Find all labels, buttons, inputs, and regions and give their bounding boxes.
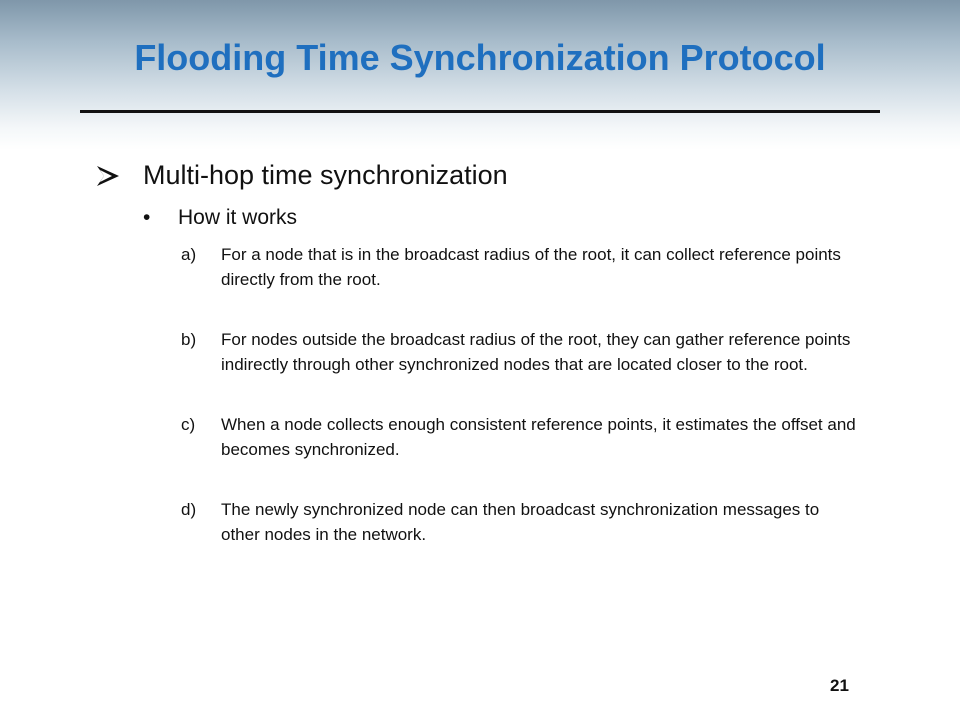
step-item [181,327,861,377]
step-marker: c) [181,415,196,434]
sub-bullet-text: How it works [178,206,298,229]
step-item [181,497,861,547]
step-list [181,242,861,582]
title-divider [80,110,880,113]
slide-title: Flooding Time Synchronization Protocol [134,37,826,78]
arrow-bullet-icon [95,165,121,187]
main-bullet-text: Multi-hop time synchronization [143,160,508,190]
bullet-dot: • [143,206,151,229]
step-item [181,412,861,462]
sub-bullet [143,206,297,230]
step-text: For nodes outside the broadcast radius of the root, they can gather reference points indirectly through other synchronized nodes that are located closer to the root. [221,330,851,374]
step-text: The newly synchronized node can then broadcast synchronization messages to other nodes in the network. [221,500,820,544]
step-item [181,242,861,292]
page-number: 21 [830,676,849,695]
step-marker: d) [181,500,197,519]
step-text: When a node collects enough consistent reference points, it estimates the offset and becomes synchronized. [221,415,856,459]
main-bullet [95,160,508,191]
step-text: For a node that is in the broadcast radius of the root, it can collect reference points directly from the root. [221,245,841,289]
step-marker: a) [181,245,197,264]
step-marker: b) [181,330,197,349]
